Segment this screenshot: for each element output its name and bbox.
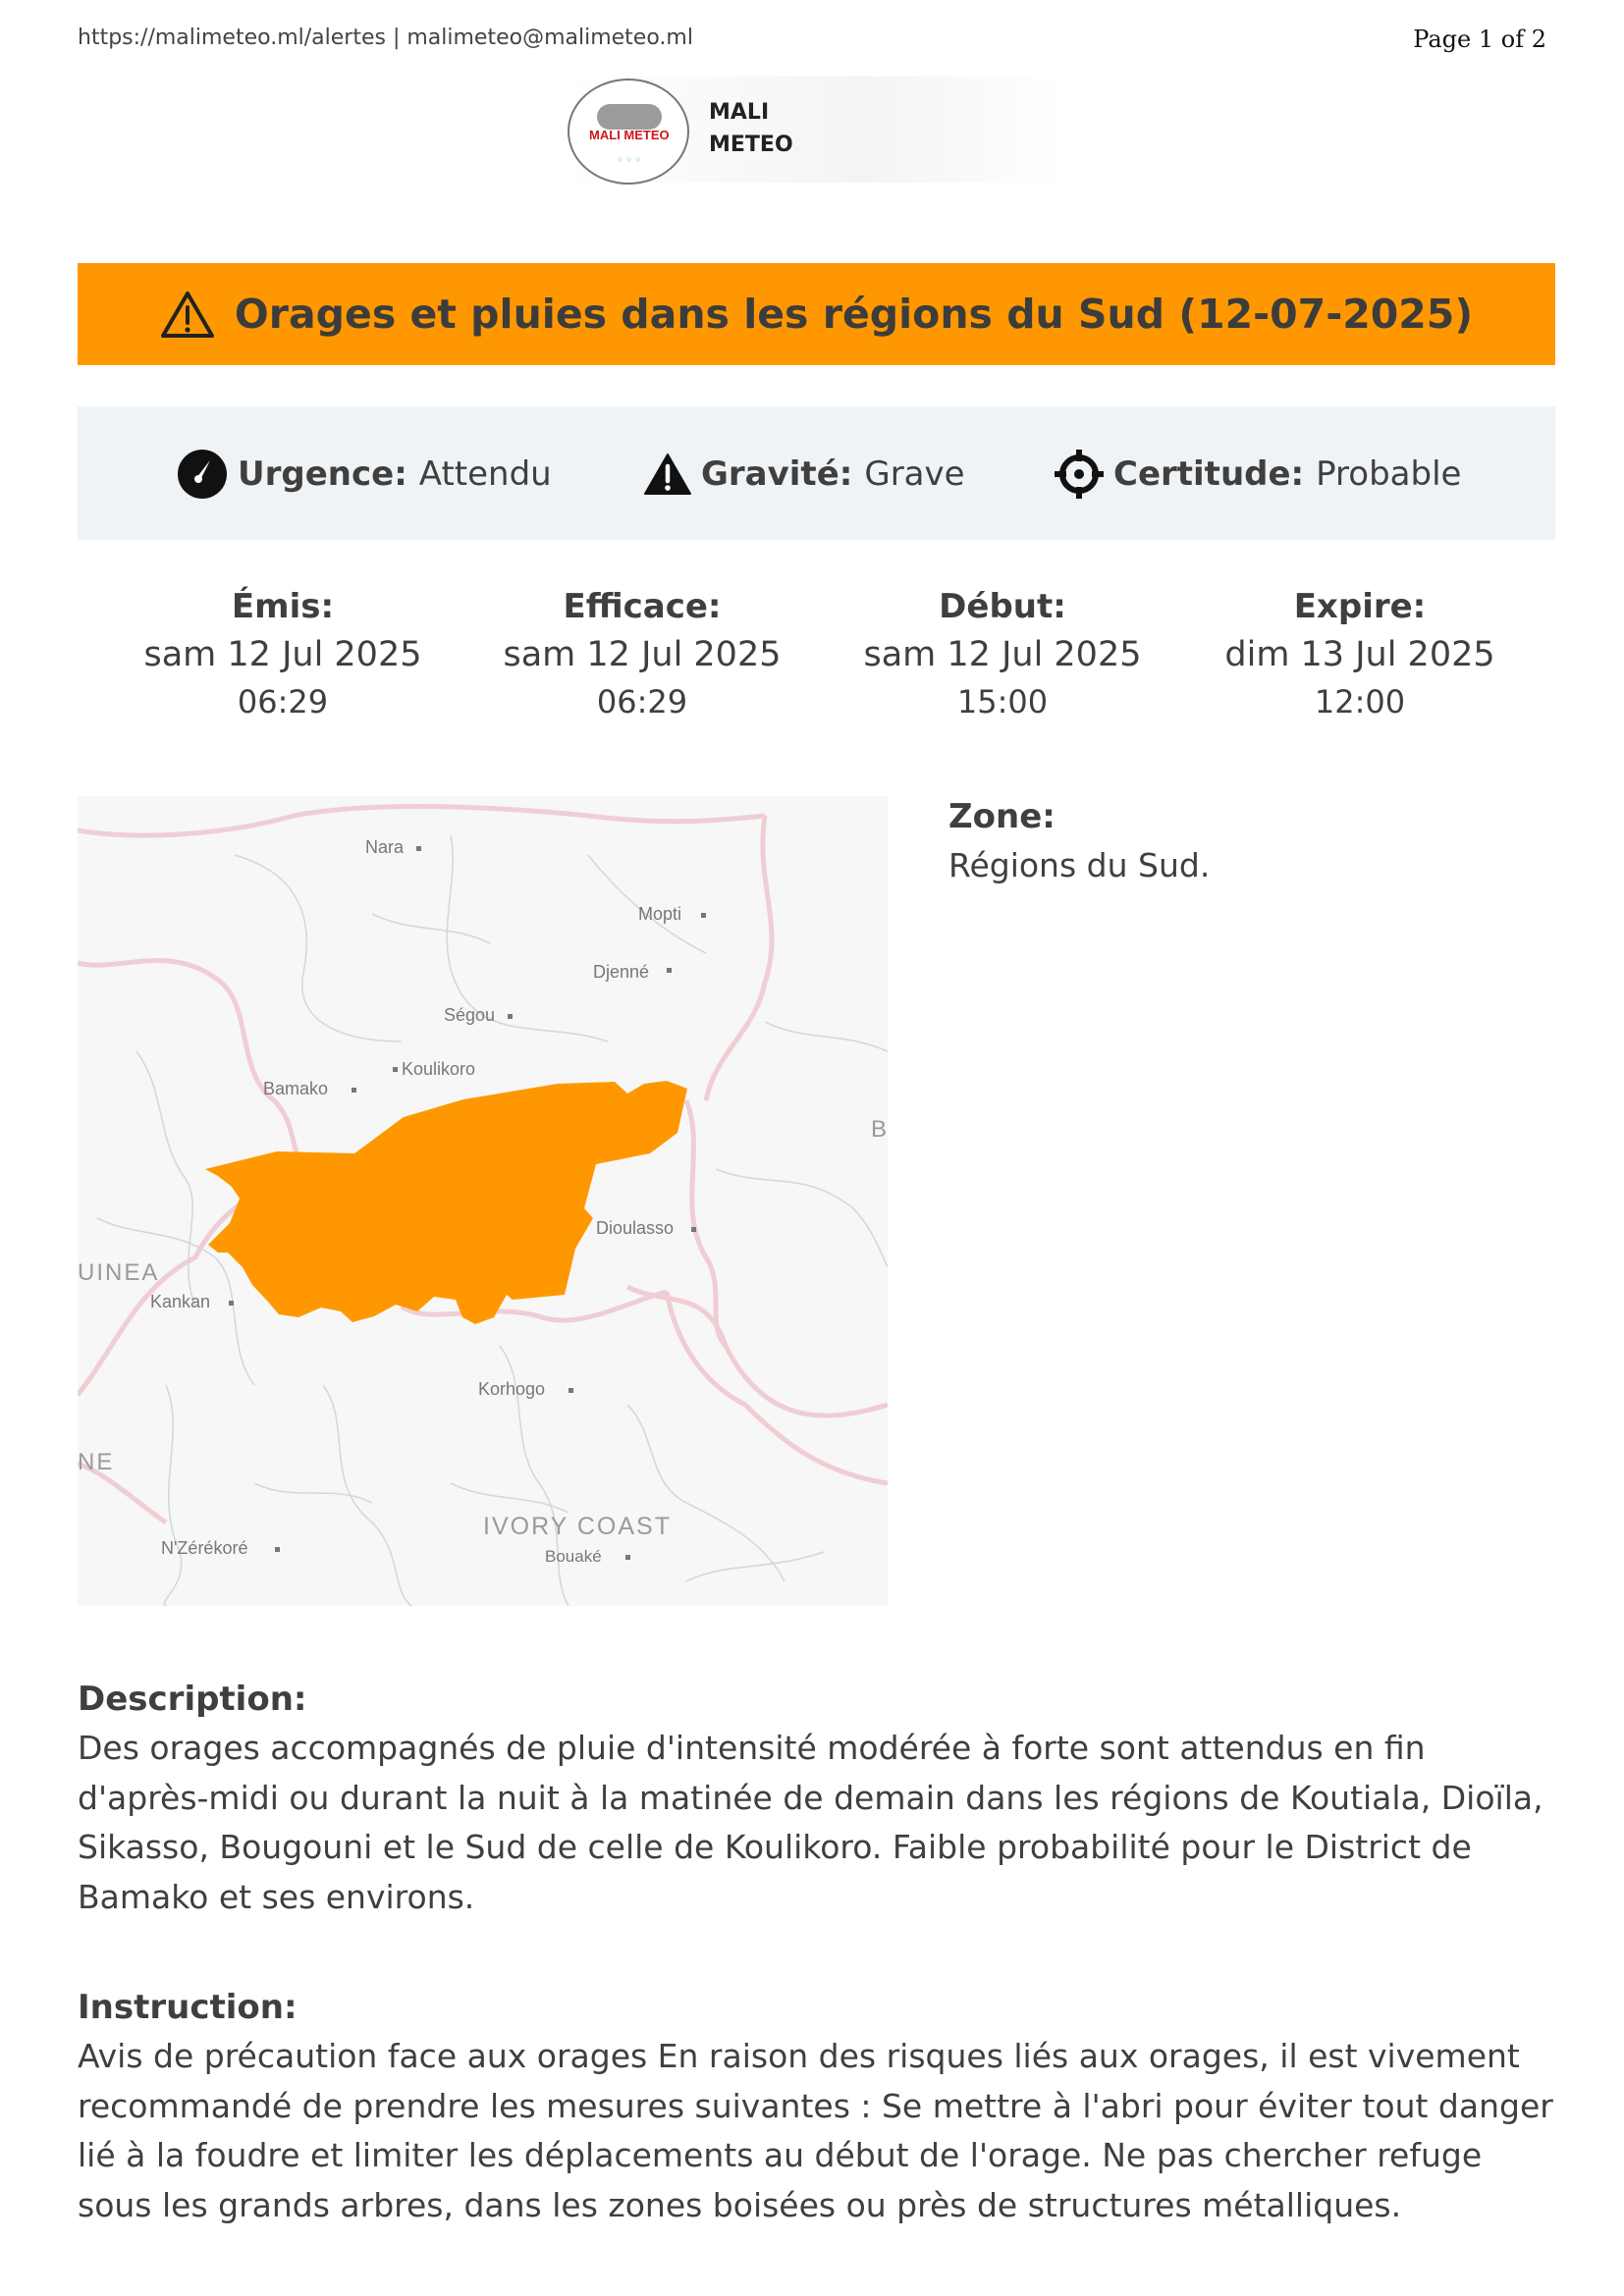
mali-meteo-logo bbox=[564, 77, 1064, 183]
weather-cloud-logo-icon bbox=[568, 79, 689, 185]
date-day: dim 13 Jul 2025 bbox=[1224, 635, 1495, 674]
date-label: Début: bbox=[939, 587, 1066, 626]
logo-wordmark bbox=[709, 96, 793, 161]
alert-title-bar bbox=[78, 263, 1555, 365]
date-day: sam 12 Jul 2025 bbox=[143, 635, 422, 674]
map-label-ivory-coast: IVORY COAST bbox=[483, 1513, 672, 1540]
logo-rain-drops: ◦◦◦ bbox=[617, 153, 644, 167]
severity-value: Grave bbox=[864, 454, 965, 494]
date-label: Efficace: bbox=[563, 587, 722, 626]
warning-icon bbox=[644, 453, 691, 496]
date-time: 06:29 bbox=[596, 683, 688, 721]
urgency-label: Urgence: bbox=[238, 454, 407, 494]
crosshair-icon bbox=[1055, 450, 1104, 499]
page-header bbox=[78, 26, 1546, 55]
certainty-value: Probable bbox=[1316, 454, 1462, 494]
description-section bbox=[78, 1675, 1555, 1922]
zone-info bbox=[948, 792, 1538, 890]
map-label-guinea: UINEA bbox=[78, 1259, 160, 1286]
map-label-bamako: Bamako bbox=[263, 1079, 329, 1098]
date-onset bbox=[836, 583, 1169, 724]
map-label-korhogo: Korhogo bbox=[478, 1379, 546, 1399]
instruction-label: Instruction: bbox=[78, 1988, 298, 2027]
gauge-icon bbox=[177, 449, 228, 500]
zone-label: Zone: bbox=[948, 797, 1056, 836]
severity-label: Gravité: bbox=[701, 454, 853, 494]
map-label-nzerekore: N'Zérékoré bbox=[161, 1538, 248, 1558]
date-day: sam 12 Jul 2025 bbox=[863, 635, 1142, 674]
description-label: Description: bbox=[78, 1680, 307, 1719]
date-time: 06:29 bbox=[237, 683, 329, 721]
map-label-segou: Ségou bbox=[444, 1005, 496, 1025]
date-label: Expire: bbox=[1293, 587, 1427, 626]
map-label-b: B bbox=[871, 1116, 888, 1143]
map-label-mopti: Mopti bbox=[638, 904, 682, 924]
instruction-section bbox=[78, 1983, 1555, 2230]
date-expires bbox=[1193, 583, 1527, 724]
map-label-nara: Nara bbox=[365, 837, 405, 857]
logo-badge-text: MALI METEO bbox=[589, 128, 670, 142]
certainty-label: Certitude: bbox=[1113, 454, 1305, 494]
alert-dates bbox=[78, 583, 1555, 730]
date-time: 15:00 bbox=[956, 683, 1049, 721]
map-canvas bbox=[78, 796, 888, 1606]
date-label: Émis: bbox=[231, 587, 335, 626]
map-label-bobo: Dioulasso bbox=[596, 1218, 675, 1238]
logo-cloud-shape bbox=[597, 104, 662, 130]
warning-triangle-icon bbox=[160, 290, 215, 339]
date-effective bbox=[475, 583, 809, 724]
alert-title: Orages et pluies dans les régions du Sud (12-07-2025) bbox=[234, 291, 1474, 338]
certainty-field bbox=[1055, 449, 1461, 500]
instruction-text: Avis de précaution face aux orages En raison des risques liés aux orages, il est vivement recommandé de prendre les mesures suivantes : Se mettre à l'abri pour éviter tout danger lié à la foudre et limiter les déplacements au début de l'orage. Ne pas chercher refuge sous les grands arbres, dans les zones boisées ou près de structures métalliques. bbox=[78, 2037, 1553, 2224]
header-url[interactable]: https://malimeteo.ml/alertes bbox=[78, 26, 386, 50]
date-time: 12:00 bbox=[1314, 683, 1406, 721]
page-number: Page 1 of 2 bbox=[1413, 26, 1546, 53]
severity-field bbox=[644, 449, 965, 500]
map-label-koulikoro: Koulikoro bbox=[402, 1059, 476, 1079]
urgency-value: Attendu bbox=[418, 454, 552, 494]
urgency-field bbox=[177, 449, 552, 500]
alert-area-map[interactable] bbox=[78, 796, 888, 1606]
header-source bbox=[78, 26, 693, 50]
description-text: Des orages accompagnés de pluie d'intensité modérée à forte sont attendus en fin d'après-midi ou durant la nuit à la matinée de demain dans les régions de Koutiala, Dioïla, Sikasso, Bougouni et le Sud de celle de Koulikoro. Faible probabilité pour le District de Bamako et ses environs. bbox=[78, 1729, 1543, 1916]
alert-meta-box bbox=[78, 406, 1555, 540]
map-label-bouake: Bouaké bbox=[545, 1547, 602, 1566]
logo-line-2: METEO bbox=[709, 133, 793, 157]
zone-text: Régions du Sud. bbox=[948, 846, 1211, 884]
map-label-kankan: Kankan bbox=[150, 1292, 211, 1311]
header-email[interactable]: | malimeteo@malimeteo.ml bbox=[385, 26, 693, 50]
logo-line-1: MALI bbox=[709, 100, 770, 125]
date-day: sam 12 Jul 2025 bbox=[503, 635, 782, 674]
map-label-guinea-2: NE bbox=[78, 1449, 115, 1475]
date-issued bbox=[116, 583, 450, 724]
map-label-djenne: Djenné bbox=[593, 962, 650, 982]
